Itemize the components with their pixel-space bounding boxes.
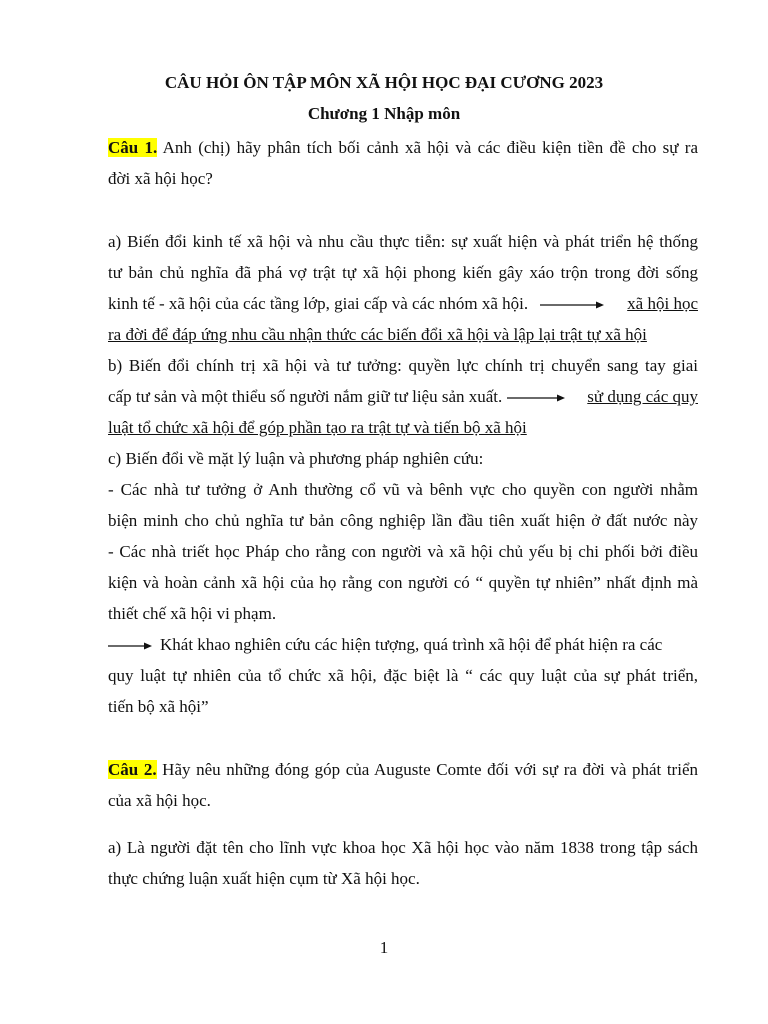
q1-a-line3 [108,288,698,319]
q1-c-line3: biện minh cho chủ nghĩa tư bản công nghiệp lần đầu tiên xuất hiện ở đất nước này [108,511,698,530]
right-arrow-icon [108,641,152,651]
q1-label: Câu 1. [108,138,158,157]
q1-c-line6: thiết chế xã hội vi phạm. [108,604,277,623]
q2-a-line2: thực chứng luận xuất hiện cụm từ Xã hội học. [108,869,420,888]
q2-question-line1 [108,754,698,785]
right-arrow-icon [540,300,604,310]
q1-b-line3 [108,412,698,443]
q2-question-text: Hãy nêu những đóng góp của Auguste Comte đối với sự ra đời và phát triển [156,760,698,779]
q1-c-line8: quy luật tự nhiên của tổ chức xã hội, đặc biệt là “ các quy luật của sự phát triển, [108,666,698,685]
q1-question-text-2: đời xã hội học? [108,169,213,188]
q1-c-line2: - Các nhà tư tưởng ở Anh thường cổ vũ và bênh vực cho quyền con người nhằm [108,480,698,499]
q1-a-line3-text: kinh tế - xã hội của các tầng lớp, giai cấp và các nhóm xã hội. [108,294,529,313]
q1-c-line7 [108,629,698,660]
q1-question-text: Anh (chị) hãy phân tích bối cảnh xã hội và các điều kiện tiền đề cho sự ra [157,138,698,157]
q1-b-line2 [108,381,698,412]
q1-a-line1: a) Biến đổi kinh tế xã hội và nhu cầu thực tiễn: sự xuất hiện và phát triển hệ thống [108,232,698,251]
q1-c-line5: kiện và hoàn cảnh xã hội của họ rằng con người có “ quyền tự nhiên” nhất định mà [108,573,698,592]
q2-question-line2: của xã hội học. [108,791,211,810]
q1-question-line1 [108,132,698,163]
q1-b-result: sử dụng các quy [587,387,698,406]
q1-a-result-cont: ra đời để đáp ứng nhu cầu nhận thức các biến đổi xã hội và lập lại trật tự xã hội [108,325,647,344]
chapter-heading: Chương 1 Nhập môn [307,104,461,123]
q2-label: Câu 2. [108,760,157,779]
q1-b-result-cont: luật tổ chức xã hội để góp phần tạo ra trật tự và tiến bộ xã hội [108,418,527,437]
q2-a-line1: a) Là người đặt tên cho lĩnh vực khoa học Xã hội học vào năm 1838 trong tập sách [108,838,698,857]
q1-a-result: xã hội học [627,294,698,313]
q1-c-line4: - Các nhà triết học Pháp cho rằng con người và xã hội chủ yếu bị chi phối bởi điều [108,542,698,561]
q1-c-line7-text: Khát khao nghiên cứu các hiện tượng, quá trình xã hội để phát hiện ra các [160,635,663,654]
document-title: CÂU HỎI ÔN TẬP MÔN XÃ HỘI HỌC ĐẠI CƯƠNG 2023 [164,73,604,92]
q1-a-line2: tư bản chủ nghĩa đã phá vợ trật tự xã hội phong kiến gây xáo trộn trong đời sống [108,263,698,282]
q1-c-line9: tiến bộ xã hội” [108,697,209,716]
q1-b-line2-text: cấp tư sản và một thiểu số người nắm giữ tư liệu sản xuất. [108,387,503,406]
q1-c-line1: c) Biến đổi về mặt lý luận và phương pháp nghiên cứu: [108,449,484,468]
right-arrow-icon [507,393,565,403]
q1-a-line4 [108,319,698,350]
q1-question-line2 [108,163,698,194]
q1-b-line1: b) Biến đổi chính trị xã hội và tư tưởng: quyền lực chính trị chuyển sang tay giai [108,356,698,375]
page-number: 1 [379,938,389,957]
